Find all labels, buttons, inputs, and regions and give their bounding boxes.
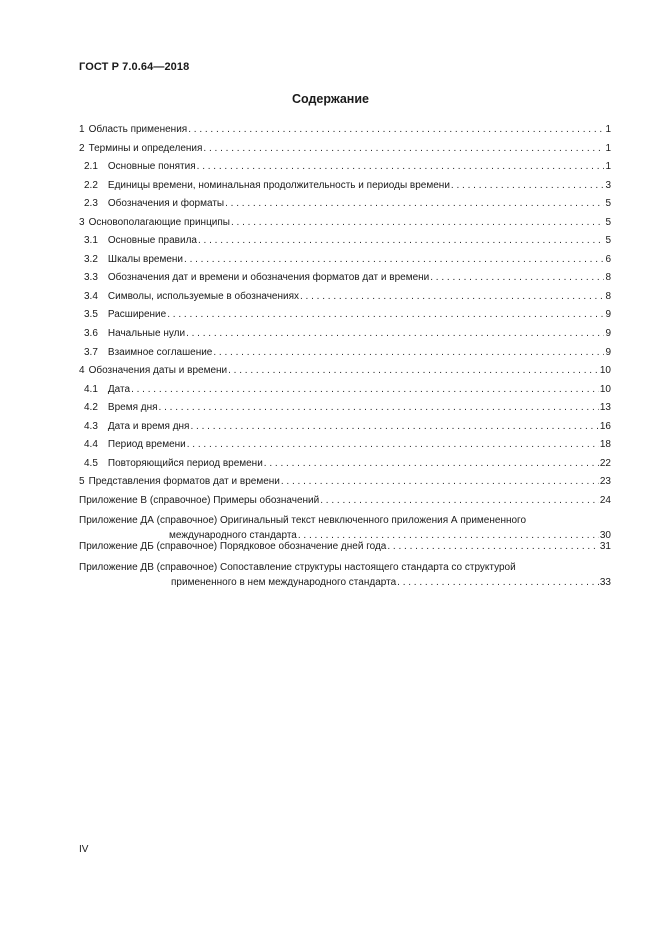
dot-leader: [198, 235, 604, 247]
toc-appendix-page: 24: [599, 494, 611, 506]
toc-appendix[interactable]: [79, 541, 611, 560]
toc-entry-page: 9: [605, 328, 611, 340]
dot-leader: [228, 365, 599, 377]
dot-leader: [213, 347, 604, 359]
toc-entry-number: 4.5: [84, 457, 98, 469]
toc-entry[interactable]: [79, 124, 611, 143]
toc-entry-number: 4.1: [84, 383, 98, 395]
toc-entry-title: Начальные нули: [107, 328, 186, 340]
dot-leader: [131, 384, 599, 396]
toc-entry-number: 5: [79, 476, 85, 488]
toc-entry-page: 3: [605, 179, 611, 191]
table-of-contents: [79, 124, 611, 587]
toc-entry-number: 4.3: [84, 420, 98, 432]
toc-entry-title: Период времени: [107, 439, 186, 451]
toc-entry-page: 8: [605, 272, 611, 284]
toc-entry-page: 6: [605, 253, 611, 265]
toc-entry-title: Единицы времени, номинальная продолжительность и периоды времени: [107, 179, 450, 191]
dot-leader: [451, 180, 605, 192]
toc-appendix-page: 33: [599, 576, 611, 588]
dot-leader: [188, 124, 604, 136]
toc-appendix-page: 30: [599, 530, 611, 542]
toc-entry-number: 2.1: [84, 161, 98, 173]
toc-entry[interactable]: [79, 272, 611, 291]
toc-entry-page: 13: [599, 402, 611, 414]
toc-entry-number: 3.2: [84, 253, 98, 265]
toc-entry-page: 10: [599, 383, 611, 395]
toc-appendix[interactable]: [79, 513, 611, 541]
toc-entry[interactable]: [79, 347, 611, 366]
document-code: ГОСТ Р 7.0.64—2018: [79, 61, 190, 73]
dot-leader: [190, 421, 598, 433]
dot-leader: [186, 328, 604, 340]
toc-entry-page: 5: [605, 216, 611, 228]
toc-entry-title: Термины и определения: [88, 142, 203, 154]
dot-leader: [264, 458, 599, 470]
toc-entry-page: 8: [605, 290, 611, 302]
dot-leader: [320, 495, 599, 507]
toc-entry-page: 22: [599, 457, 611, 469]
toc-appendix-page: 31: [599, 540, 611, 552]
toc-entry[interactable]: [79, 365, 611, 384]
toc-entry-number: 3.6: [84, 328, 98, 340]
toc-entry-page: 1: [605, 161, 611, 173]
toc-entry-page: 10: [599, 365, 611, 377]
toc-entry[interactable]: [79, 198, 611, 217]
toc-entry[interactable]: [79, 180, 611, 199]
toc-appendix-title: Приложение В (справочное) Примеры обозначений: [79, 494, 320, 506]
toc-appendix[interactable]: [79, 560, 611, 588]
dot-leader: [387, 541, 599, 553]
dot-leader: [231, 217, 604, 229]
toc-entry-title: Дата: [107, 383, 131, 395]
toc-entry-title: Представления форматов дат и времени: [88, 476, 280, 488]
toc-appendix-title-continued: международного стандарта: [169, 530, 297, 542]
toc-appendix-title: Приложение ДВ (справочное) Сопоставление структуры настоящего стандарта со структурой: [79, 561, 516, 573]
toc-entry[interactable]: [79, 254, 611, 273]
toc-entry[interactable]: [79, 421, 611, 440]
toc-entry-number: 2.2: [84, 179, 98, 191]
toc-entry-number: 3.3: [84, 272, 98, 284]
toc-entry-title: Основные понятия: [107, 161, 196, 173]
toc-entry[interactable]: [79, 384, 611, 403]
toc-entry-number: 1: [79, 124, 85, 135]
toc-entry-page: 1: [605, 142, 611, 154]
page-number: IV: [79, 844, 89, 855]
toc-appendix[interactable]: [79, 495, 611, 514]
toc-entry-page: 18: [599, 439, 611, 451]
dot-leader: [430, 272, 604, 284]
toc-entry-title: Обозначения и форматы: [107, 198, 225, 210]
dot-leader: [397, 575, 599, 590]
toc-entry-number: 2: [79, 142, 85, 154]
toc-entry-number: 4.4: [84, 439, 98, 451]
toc-entry-title: Повторяющийся период времени: [107, 457, 263, 469]
toc-entry-number: 3.4: [84, 290, 98, 302]
toc-entry-title: Основные правила: [107, 235, 197, 247]
toc-entry[interactable]: [79, 235, 611, 254]
toc-entry-page: 9: [605, 346, 611, 358]
toc-entry-title: Область применения: [88, 124, 188, 135]
toc-appendix-title-continued: примененного в нем международного стандарта: [171, 576, 397, 588]
toc-entry-page: 16: [599, 420, 611, 432]
toc-entry-title: Взаимное соглашение: [107, 346, 213, 358]
dot-leader: [159, 402, 599, 414]
toc-entry-title: Обозначения даты и времени: [88, 365, 228, 377]
toc-entry-number: 3.5: [84, 309, 98, 321]
toc-entry-page: 23: [599, 476, 611, 488]
toc-entry[interactable]: [79, 309, 611, 328]
toc-entry-number: 3: [79, 216, 85, 228]
toc-entry[interactable]: [79, 217, 611, 236]
toc-entry-page: 5: [605, 235, 611, 247]
toc-entry[interactable]: [79, 402, 611, 421]
toc-entry-page: 5: [605, 198, 611, 210]
dot-leader: [281, 476, 599, 488]
toc-entry-number: 3.7: [84, 346, 98, 358]
dot-leader: [203, 143, 604, 155]
toc-entry[interactable]: [79, 476, 611, 495]
dot-leader: [187, 439, 599, 451]
dot-leader: [184, 254, 604, 266]
dot-leader: [300, 291, 604, 303]
toc-entry-page: 9: [605, 309, 611, 321]
toc-entry-title: Обозначения дат и времени и обозначения форматов дат и времени: [107, 272, 430, 284]
toc-entry-title: Шкалы времени: [107, 253, 184, 265]
toc-entry[interactable]: [79, 291, 611, 310]
toc-entry-title: Дата и время дня: [107, 420, 190, 432]
dot-leader: [197, 161, 605, 173]
toc-entry-number: 2.3: [84, 198, 98, 210]
toc-entry-title: Основополагающие принципы: [88, 216, 230, 228]
toc-entry[interactable]: [79, 328, 611, 347]
dot-leader: [167, 309, 604, 321]
toc-entry[interactable]: [79, 161, 611, 180]
dot-leader: [225, 198, 604, 210]
toc-appendix-title: Приложение ДА (справочное) Оригинальный текст невключенного приложения А примененного: [79, 515, 527, 527]
toc-entry[interactable]: [79, 143, 611, 162]
toc-entry-title: Время дня: [107, 402, 158, 414]
toc-appendix-title: Приложение ДБ (справочное) Порядковое обозначение дней года: [79, 540, 387, 552]
toc-title: Содержание: [291, 92, 369, 106]
toc-entry[interactable]: [79, 439, 611, 458]
toc-entry-page: 1: [605, 124, 611, 135]
toc-entry[interactable]: [79, 458, 611, 477]
toc-entry-title: Расширение: [107, 309, 167, 321]
toc-entry-number: 3.1: [84, 235, 98, 247]
toc-entry-number: 4: [79, 365, 85, 377]
toc-entry-title: Символы, используемые в обозначениях: [107, 290, 299, 302]
toc-entry-number: 4.2: [84, 402, 98, 414]
